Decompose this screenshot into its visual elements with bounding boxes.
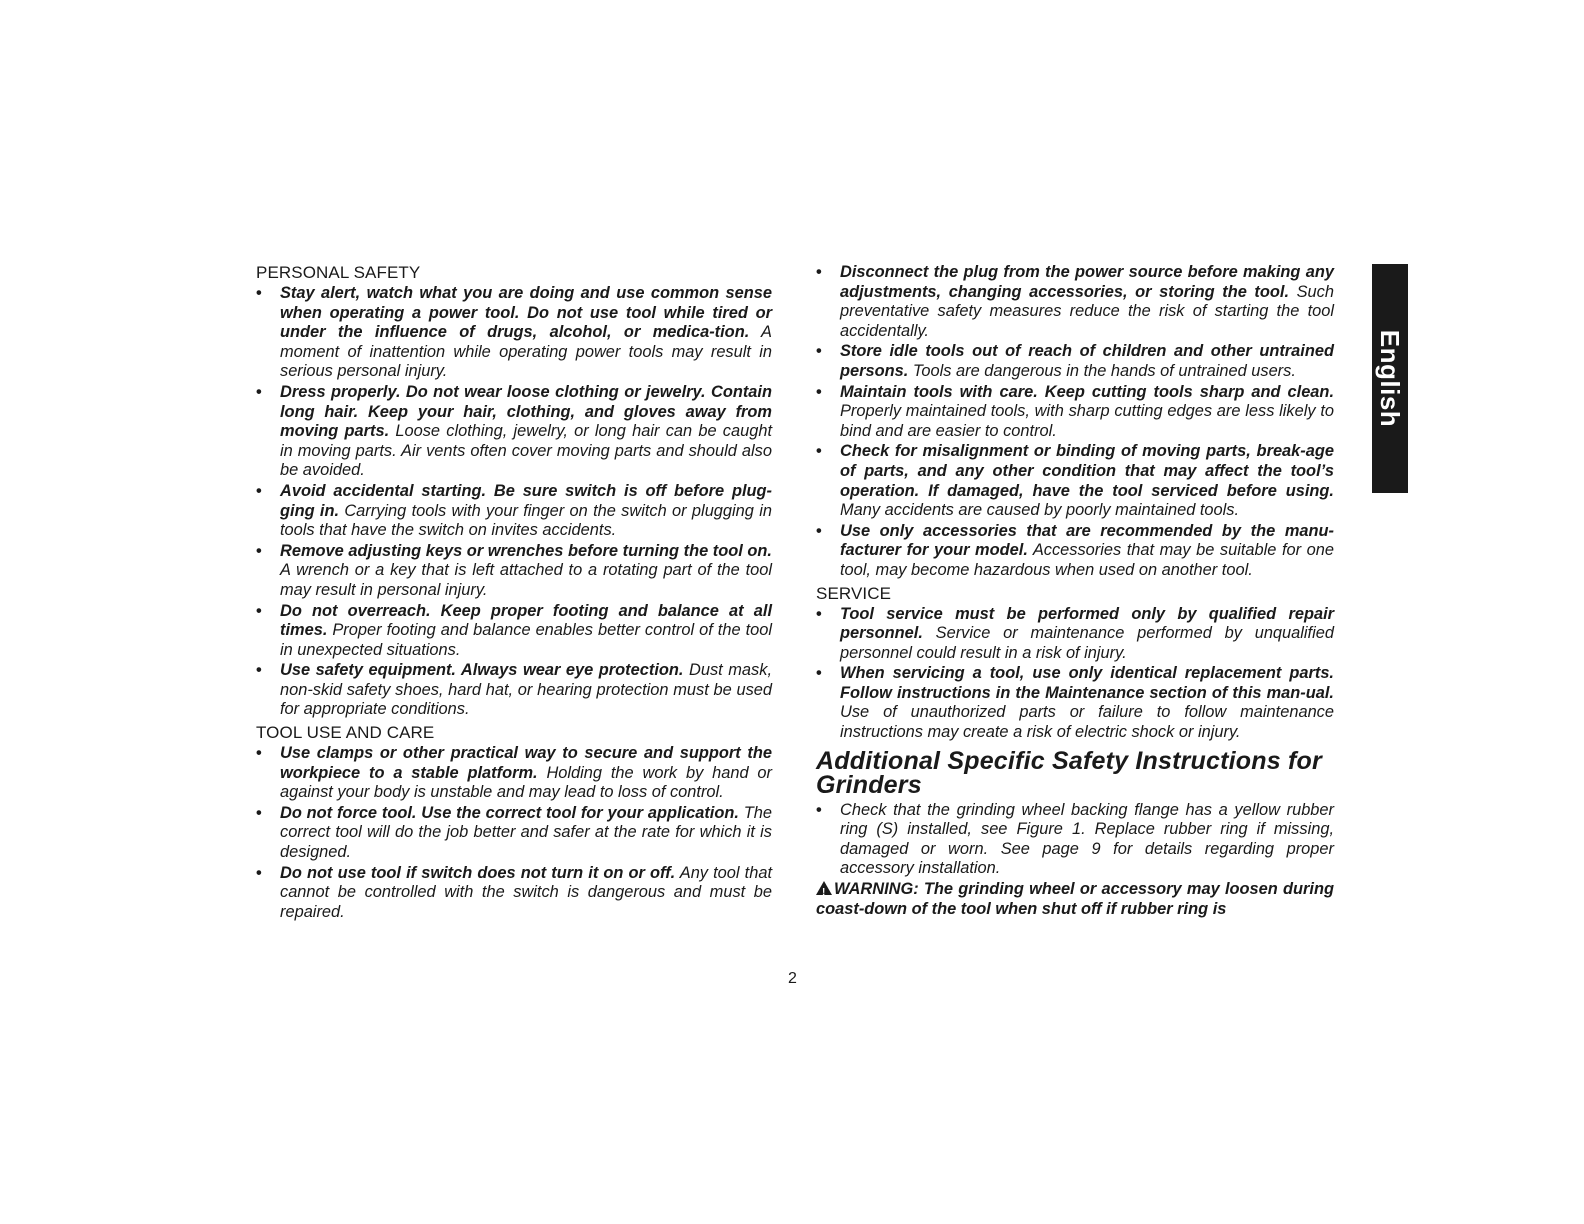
right-column xyxy=(816,263,1334,919)
page-number: 2 xyxy=(788,970,797,987)
list-item xyxy=(816,801,1334,879)
language-tab-label: English xyxy=(1375,329,1406,428)
list-item xyxy=(816,383,1334,442)
item-text: Check that the grinding wheel backing flange has a yellow rubber ring (S) installed, see Figure 1. Replace rubber ring if missing, damaged or worn. See page 9 for details regarding proper accessory installation. xyxy=(840,800,1334,878)
list-item xyxy=(256,383,772,481)
item-bold-text: Use only accessories that are recommended by the manu-facturer for your model. xyxy=(840,521,1334,560)
item-text: Accessories that may be suitable for one tool, may become hazardous when used on another tool. xyxy=(840,541,1334,579)
item-text: Dust mask, non-skid safety shoes, hard hat, or hearing protection must be used for appropriate conditions. xyxy=(280,661,772,719)
item-bold-text: Maintain tools with care. Keep cutting tools sharp and clean. xyxy=(840,382,1334,401)
list-item xyxy=(256,542,772,601)
service-heading: SERVICE xyxy=(816,583,892,603)
bullet-icon: • xyxy=(256,661,262,680)
warning-triangle-icon xyxy=(816,881,832,895)
item-text: Holding the work by hand or against your body is unstable and may lead to loss of control. xyxy=(280,763,772,802)
bullet-icon: • xyxy=(256,863,262,882)
item-text: Service or maintenance performed by unqualified personnel could result in a risk of injury. xyxy=(840,624,1334,662)
item-text: Many accidents are caused by poorly maintained tools. xyxy=(840,501,1240,520)
item-text: Such preventative safety measures reduce the risk of starting the tool accidentally. xyxy=(840,282,1334,340)
warning-paragraph xyxy=(816,880,1334,919)
list-item xyxy=(256,284,772,382)
list-item xyxy=(256,864,772,923)
list-item xyxy=(256,482,772,541)
service-list xyxy=(816,605,1334,743)
bullet-icon: • xyxy=(816,382,822,401)
item-bold-text: Avoid accidental starting. Be sure switch is off before plug-ging in. xyxy=(280,481,772,520)
item-bold-text: Check for misalignment or binding of moving parts, break-age of parts, and any other condition that may affect the tool’s operation. If damaged, have the tool serviced before using. xyxy=(840,442,1334,500)
item-text: Proper footing and balance enables better control of the tool in unexpected situations. xyxy=(280,621,772,659)
tool-use-continued-list xyxy=(816,263,1334,581)
list-item xyxy=(256,744,772,803)
list-item xyxy=(256,602,772,661)
language-tab xyxy=(1372,264,1408,493)
bullet-icon: • xyxy=(816,800,822,819)
item-bold-text: Stay alert, watch what you are doing and use common sense when operating a power tool. Do not use tool while tired or under the influence of drugs, alcohol, or medica-tion. xyxy=(280,284,772,342)
tool-use-heading: TOOL USE AND CARE xyxy=(256,723,435,743)
bullet-icon: • xyxy=(256,601,262,620)
item-text: A wrench or a key that is left attached to a rotating part of the tool may result in personal injury. xyxy=(280,561,772,599)
item-text: Carrying tools with your finger on the switch or plugging in tools that have the switch on invites accidents. xyxy=(280,501,772,540)
item-bold-text: Use clamps or other practical way to secure and support the workpiece to a stable platform. xyxy=(280,744,772,782)
list-item xyxy=(816,664,1334,742)
item-bold-text: Remove adjusting keys or wrenches before turning the tool on. xyxy=(280,541,772,560)
item-text: Loose clothing, jewelry, or long hair can be caught in moving parts. Air vents often cover moving parts and should also be avoided. xyxy=(280,422,773,480)
item-bold-text: Do not use tool if switch does not turn it on or off. xyxy=(280,863,676,882)
item-text: A moment of inattention while operating power tools may result in serious personal injury. xyxy=(280,323,772,381)
bullet-icon: • xyxy=(256,803,262,822)
item-bold-text: Disconnect the plug from the power source before making any adjustments, changing accessories, or storing the tool. xyxy=(840,263,1334,301)
item-bold-text: Use safety equipment. Always wear eye protection. xyxy=(280,661,684,680)
additional-instructions-heading: Additional Specific Safety Instructions for Grinders xyxy=(816,746,1322,799)
list-item xyxy=(256,804,772,863)
item-bold-text: Do not overreach. Keep proper footing and balance at all times. xyxy=(280,601,772,640)
item-text: Any tool that cannot be controlled with the switch is dangerous and must be repaired. xyxy=(280,863,772,921)
personal-safety-heading: PERSONAL SAFETY xyxy=(256,263,421,282)
bullet-icon: • xyxy=(256,382,262,401)
item-bold-text: Tool service must be performed only by qualified repair personnel. xyxy=(840,604,1334,643)
bullet-icon: • xyxy=(816,521,822,540)
item-text: Use of unauthorized parts or failure to follow maintenance instructions may create a risk of electric shock or injury. xyxy=(840,703,1334,742)
bullet-icon: • xyxy=(816,342,822,361)
bullet-icon: • xyxy=(816,664,822,683)
item-text: Properly maintained tools, with sharp cutting edges are less likely to bind and are easier to control. xyxy=(840,402,1334,440)
bullet-icon: • xyxy=(256,481,262,500)
tool-use-list xyxy=(256,744,772,922)
list-item xyxy=(816,263,1334,341)
list-item xyxy=(816,605,1334,664)
bullet-icon: • xyxy=(256,541,262,560)
warning-text: WARNING: The grinding wheel or accessory may loosen during coast-down of the tool when shut off if rubber ring is xyxy=(816,880,1334,918)
left-column xyxy=(256,263,772,923)
bullet-icon: • xyxy=(256,284,262,302)
item-text: Tools are dangerous in the hands of untrained users. xyxy=(908,361,1296,380)
personal-safety-list xyxy=(256,284,772,720)
list-item xyxy=(816,442,1334,520)
item-bold-text: Do not force tool. Use the correct tool for your application. xyxy=(280,803,739,822)
bullet-icon: • xyxy=(256,744,262,763)
item-bold-text: Dress properly. Do not wear loose clothing or jewelry. Contain long hair. Keep your hair, clothing, and gloves away from moving parts. xyxy=(280,382,772,441)
item-text: The correct tool will do the job better and safer at the rate for which it is designed. xyxy=(280,803,772,862)
list-item xyxy=(816,522,1334,581)
list-item xyxy=(816,342,1334,381)
bullet-icon: • xyxy=(816,604,822,623)
bullet-icon: • xyxy=(816,263,822,281)
item-bold-text: Store idle tools out of reach of children and other untrained persons. xyxy=(840,342,1334,380)
item-bold-text: When servicing a tool, use only identical replacement parts. Follow instructions in the Maintenance section of this man-ual. xyxy=(840,664,1334,702)
list-item xyxy=(256,661,772,720)
bullet-icon: • xyxy=(816,442,822,461)
